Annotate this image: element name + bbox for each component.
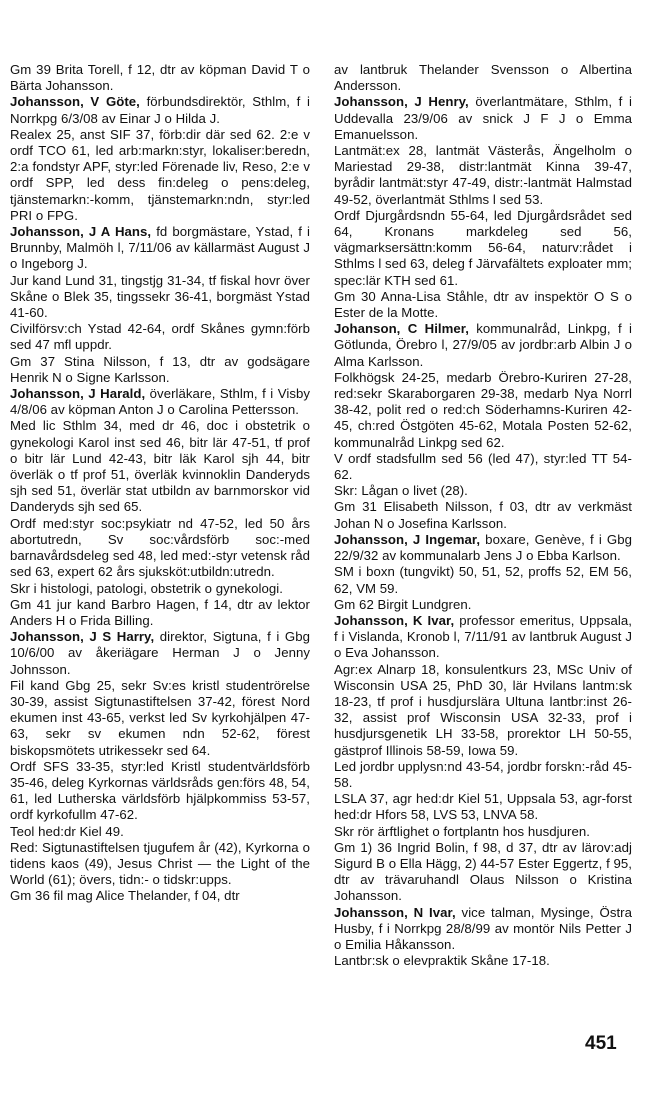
entry-text: Civilförsv:ch Ystad 42-64, ordf Skånes gymn:förb sed 47 mfl uppdr. bbox=[10, 321, 310, 353]
entry-text: Ordf SFS 33-35, styr:led Kristl studentvärldsförb 35-46, deleg Kyrkornas världsråds gen:förs 48, 54, 61, led Lutherska världsförb hjälpkommiss 53-57, ordf kyrkofullm 47-62. bbox=[10, 758, 310, 823]
biography-paragraph bbox=[10, 678, 310, 759]
entry-text: boxare, Genève, f i Gbg 22/9/32 av kommunalarb Jens J o Ebba Karlson. bbox=[334, 531, 632, 564]
biography-entry-heading bbox=[334, 94, 632, 143]
biography-paragraph bbox=[334, 597, 632, 613]
biography-paragraph bbox=[334, 564, 632, 596]
entry-text: Teol hed:dr Kiel 49. bbox=[10, 823, 124, 839]
person-name: Johansson, J Henry, bbox=[334, 94, 469, 110]
person-name: Johansson, J Ingemar, bbox=[334, 531, 481, 547]
biography-paragraph bbox=[334, 759, 632, 791]
biography-paragraph bbox=[334, 483, 632, 499]
entry-text: förbundsdirektör, Sthlm, f i Norrkpg 6/3/08 av Einar J o Hilda J. bbox=[10, 94, 310, 126]
biography-paragraph bbox=[334, 451, 632, 483]
biography-paragraph bbox=[10, 840, 310, 889]
biography-paragraph bbox=[334, 143, 632, 208]
person-name: Johanson, C Hilmer, bbox=[334, 321, 469, 337]
entry-text: Agr:ex Alnarp 18, konsulentkurs 23, MSc Univ of Wisconsin USA 25, PhD 30, lär Hvilans lantm:sk 18-23, tf prof i husdjurslära Ultuna lantbr:inst 26-32, assist prof Wisconsin USA 32-33, prof i husdjursgenetik LH 33-58, prorektor LH 50-55, gästprof Illinois 58-59, Iowa 59. bbox=[334, 661, 632, 758]
entry-text: fd borgmästare, Ystad, f i Brunnby, Malmöh l, 7/11/06 av källarmäst August J o Ingeborg J. bbox=[10, 224, 310, 272]
biography-entry-heading bbox=[334, 532, 632, 564]
biography-entry-heading bbox=[10, 94, 310, 126]
biography-paragraph bbox=[334, 499, 632, 531]
biography-paragraph bbox=[10, 62, 310, 94]
entry-text: Gm 1) 36 Ingrid Bolin, f 98, d 37, dtr av lärov:adj Sigurd B o Ella Hägg, 2) 44-57 Ester Eggertz, f 95, dtr av trävaruhandl Olaus Nilsson o Kristina Johansson. bbox=[334, 839, 632, 904]
biography-paragraph bbox=[334, 208, 632, 289]
biography-paragraph bbox=[10, 824, 310, 840]
person-name: Johansson, J Harald, bbox=[10, 386, 146, 402]
biography-paragraph bbox=[334, 62, 632, 94]
person-name: Johansson, J S Harry, bbox=[10, 629, 155, 645]
entry-text: vice talman, Mysinge, Östra Husby, f i Norrkpg 28/8/99 av montör Nils Petter J o Emilia Håkansson. bbox=[334, 904, 632, 952]
entry-text: SM i boxn (tungvikt) 50, 51, 52, proffs 52, EM 56, 62, VM 59. bbox=[334, 564, 632, 596]
entry-text: Skr i histologi, patologi, obstetrik o gynekologi. bbox=[10, 580, 283, 596]
person-name: Johansson, J A Hans, bbox=[10, 224, 152, 240]
biography-entry-heading bbox=[334, 613, 632, 662]
entry-text: Led jordbr upplysn:nd 43-54, jordbr forskn:-råd 45-58. bbox=[334, 758, 632, 790]
entry-text: kommunalråd, Linkpg, f i Götlunda, Örebro l, 27/9/05 av jordbr:arb Albin J o Alma Karlsson. bbox=[334, 321, 632, 369]
biography-paragraph bbox=[10, 888, 310, 904]
left-column bbox=[10, 62, 310, 905]
biography-paragraph bbox=[334, 662, 632, 759]
entry-text: Lantmät:ex 28, lantmät Västerås, Ängelholm o Mariestad 29-38, distr:lantmät Kinna 39-47, byrådir lantmät:styr 47-49, distr:-lantmät Halmstad 49-52, överlantmät Sthlms l sed 53. bbox=[334, 143, 632, 207]
entry-text: Ordf med:styr soc:psykiatr nd 47-52, led 50 års abortutredn, Sv soc:vårdsförb soc:-med barnavårdsdeleg sed 48, led med:-styr vetensk råd sed 63, expert 62 års sjuksköt:utbildn:utredn. bbox=[10, 515, 310, 580]
entry-text: professor emeritus, Uppsala, f i Vislanda, Kronob l, 7/11/91 av lantbruk August J o Eva Johansson. bbox=[334, 612, 632, 661]
entry-text: Gm 39 Brita Torell, f 12, dtr av köpman David T o Bärta Johansson. bbox=[10, 62, 310, 94]
biography-paragraph bbox=[10, 516, 310, 581]
biography-paragraph bbox=[334, 953, 632, 969]
entry-text: Jur kand Lund 31, tingstjg 31-34, tf fiskal hovr över Skåne o Blek 35, tingssekr 36-41, borgmäst Ystad 41-60. bbox=[10, 272, 310, 321]
entry-text: Skr rör ärftlighet o fortplantn hos husdjuren. bbox=[334, 823, 590, 839]
entry-text: V ordf stadsfullm sed 56 (led 47), styr:led TT 54-62. bbox=[334, 450, 632, 483]
biography-paragraph bbox=[334, 840, 632, 905]
biography-paragraph bbox=[10, 418, 310, 515]
entry-text: Gm 37 Stina Nilsson, f 13, dtr av godsägare Henrik N o Signe Karlsson. bbox=[10, 353, 310, 385]
entry-text: överlantmätare, Sthlm, f i Uddevalla 23/9/06 av snick J F J o Emma Emanuelsson. bbox=[334, 94, 632, 142]
biography-paragraph bbox=[10, 597, 310, 629]
biography-entry-heading bbox=[10, 224, 310, 273]
entry-text: överläkare, Sthlm, f i Visby 4/8/06 av köpman Anton J o Carolina Pettersson. bbox=[10, 386, 310, 418]
biography-entry-heading bbox=[334, 905, 632, 954]
biography-paragraph bbox=[10, 321, 310, 353]
person-name: Johansson, N Ivar, bbox=[334, 904, 456, 920]
page-number: 451 bbox=[585, 1033, 617, 1054]
entry-text: Med lic Sthlm 34, med dr 46, doc i obstetrik o gynekologi Karol inst sed 46, bitr lär 47-51, tf prof o bitr lär Lund 42-43, bitr läk Karol sjh 44, bitr överläk o tf prof 51, överläk kvinnoklin Danderyds sjh sed 51, överlär stat utbildn av barnmorskor vid Danderyds sjh sed 65. bbox=[10, 418, 310, 515]
person-name: Johansson, K Ivar, bbox=[334, 612, 455, 628]
person-name: Johansson, V Göte, bbox=[10, 94, 140, 110]
entry-text: Gm 41 jur kand Barbro Hagen, f 14, dtr av lektor Anders H o Frida Billing. bbox=[10, 596, 310, 628]
entry-text: direktor, Sigtuna, f i Gbg 10/6/00 av åkeriägare Herman J o Jenny Johnsson. bbox=[10, 629, 310, 677]
entry-text: Gm 30 Anna-Lisa Ståhle, dtr av inspektör O S o Ester de la Motte. bbox=[334, 288, 632, 321]
biography-paragraph bbox=[10, 127, 310, 224]
biography-paragraph bbox=[334, 289, 632, 321]
biography-paragraph bbox=[334, 370, 632, 451]
biography-paragraph bbox=[10, 759, 310, 824]
entry-text: Skr: Lågan o livet (28). bbox=[334, 483, 468, 499]
entry-text: LSLA 37, agr hed:dr Kiel 51, Uppsala 53, agr-forst hed:dr Hfors 58, LVS 53, LNVA 58. bbox=[334, 791, 632, 823]
entry-text: Ordf Djurgårdsndn 55-64, led Djurgårdsrådet sed 64, Kronans markdeleg sed 56, vägmarksersättn:komm 56-64, naturv:rådet i Sthlms l sed 63, deleg f Järvafältets exploater mm; spec:lär KTH sed 61. bbox=[334, 207, 632, 288]
entry-text: Fil kand Gbg 25, sekr Sv:es kristl studentrörelse 30-39, assist Sigtunastiftelsen 37-42, förest Nord ekumen inst 43-65, verkst led Sv kyrkohjälpen 47-63, sekr sv ekumen ndn 52-62, förest biskopsmötets utrikessekr sed 64. bbox=[10, 677, 310, 758]
entry-text: Gm 62 Birgit Lundgren. bbox=[334, 596, 472, 612]
entry-text: Realex 25, anst SIF 37, förb:dir där sed 62. 2:e v ordf TCO 61, led arb:markn:styr, lokaliser:beredn, 2:a fondstyr APF, styr:led Förenade liv, Reso, 2:e v ordf SPP, led dess fin:deleg o pens:deleg, tjänstemarkn:-komm, tjänstemarkn:ndn, styr:led PRI o FPG. bbox=[10, 126, 310, 223]
entry-text: av lantbruk Thelander Svensson o Albertina Andersson. bbox=[334, 62, 632, 94]
entry-text: Red: Sigtunastiftelsen tjugufem år (42), Kyrkorna o tidens kaos (49), Jesus Christ — the Light of the World (61); övers, tidn:- o tidskr:upps. bbox=[10, 839, 310, 888]
entry-text: Lantbr:sk o elevpraktik Skåne 17-18. bbox=[334, 953, 550, 969]
entry-text: Gm 31 Elisabeth Nilsson, f 03, dtr av verkmäst Johan N o Josefina Karlsson. bbox=[334, 499, 632, 531]
entry-text: Folkhögsk 24-25, medarb Örebro-Kuriren 27-28, red:sekr Skaraborgaren 29-38, medarb Nya Norrl 38-42, polit red o red:ch Söderhamns-Kuriren 42-45, ch:red Östgöten 45-62, Motala Posten 52-62, kommunalråd Linkpg sed 62. bbox=[334, 369, 632, 450]
biography-entry-heading bbox=[10, 629, 310, 678]
biography-paragraph bbox=[334, 791, 632, 823]
biography-paragraph bbox=[10, 581, 310, 597]
biography-paragraph bbox=[10, 354, 310, 386]
entry-text: Gm 36 fil mag Alice Thelander, f 04, dtr bbox=[10, 888, 240, 904]
biography-paragraph bbox=[334, 824, 632, 840]
biography-paragraph bbox=[10, 273, 310, 322]
biography-entry-heading bbox=[334, 321, 632, 370]
right-column bbox=[334, 62, 632, 969]
biography-entry-heading bbox=[10, 386, 310, 418]
